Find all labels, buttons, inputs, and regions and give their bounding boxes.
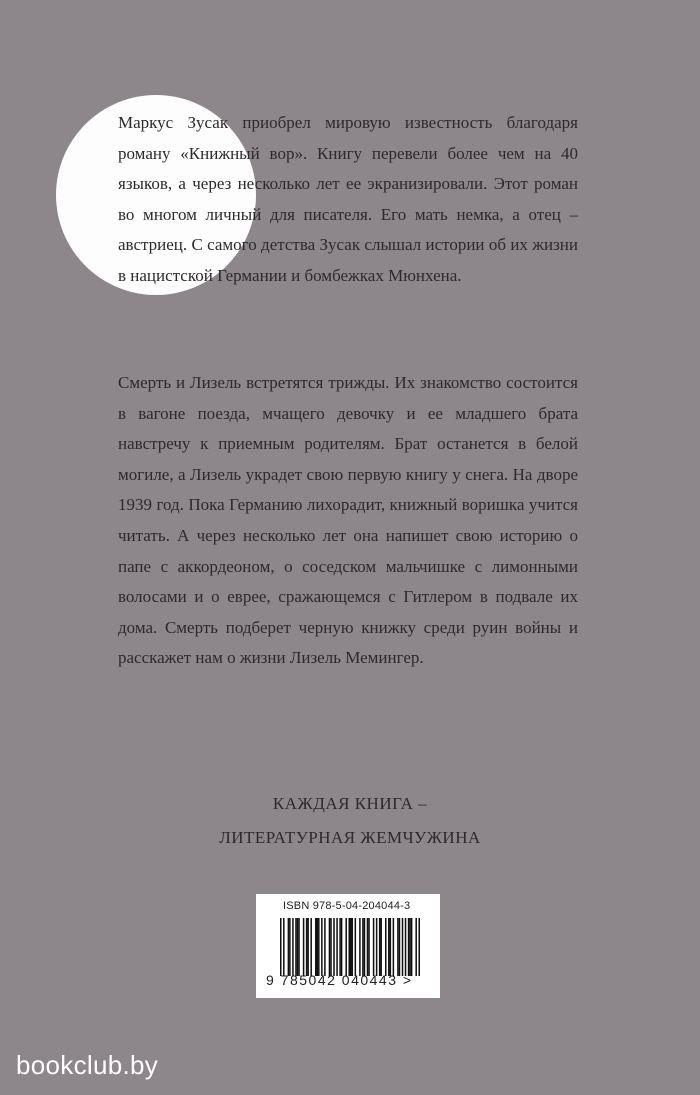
series-slogan [0,787,700,855]
book-summary-paragraph: Смерть и Лизель встретятся трижды. Их знакомство состоится в вагоне поезда, мчащего девочку и ее младшего брата навстречу к приемным родителям. Брат останется в белой могиле, а Лизель украдет свою первую книгу у снега. На дворе 1939 год. Пока Германию лихорадит, книжный воришка учится читать. А через несколько лет она напишет свою историю о папе с аккордеоном, о соседском мальчишке с лимонными волосами и о еврее, сражающемся с Гитлером в подвале их дома. Смерть подберет черную книжку среди руин войны и расскажет нам о жизни Лизель Мемингер. [118,373,578,668]
isbn-number: ISBN 978-5-04-204044-3 [283,900,411,912]
isbn-barcode-label [256,894,440,998]
barcode-bars [280,918,420,976]
slogan-line-1: КАЖДАЯ КНИГА – [272,794,428,813]
bookclub-watermark: bookclub.by [16,1050,159,1080]
author-bio-paragraph: Маркус Зусак приобрел мировую известность благодаря роману «Книжный вор». Книгу перевели более чем на 40 языков, а через несколько лет ее экранизировали. Этот роман во многом личный для писателя. Его мать немка, а отец – австриец. С самого детства Зусак слышал истории об их жизни в нацистской Германии и бомбежках Мюнхена. [118,113,578,285]
slogan-line-2: ЛИТЕРАТУРНАЯ ЖЕМЧУЖИНА [219,828,481,847]
ean-digits: 9 785042 040443 > [266,972,413,988]
